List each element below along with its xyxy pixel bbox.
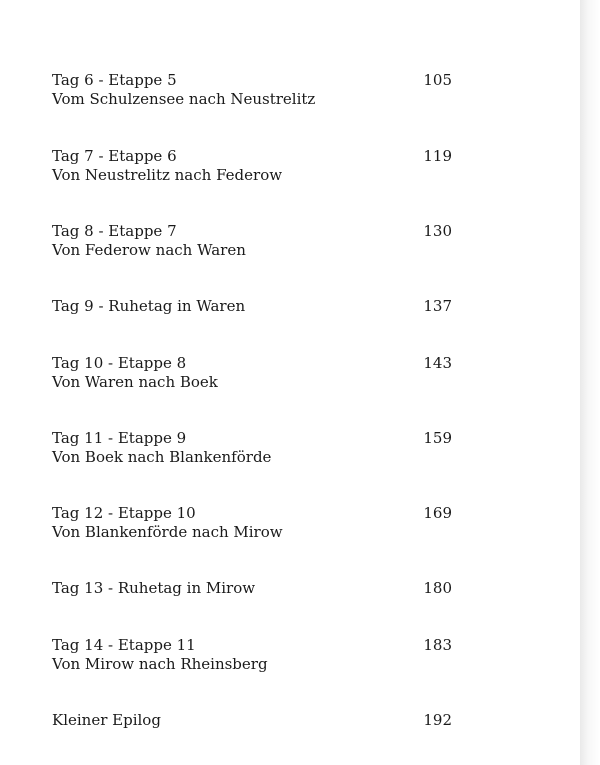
toc-entry-title: Kleiner Epilog bbox=[52, 711, 161, 729]
toc-entry-subtitle: Von Mirow nach Rheinsberg bbox=[52, 655, 268, 673]
toc-entry-subtitle: Von Boek nach Blankenförde bbox=[52, 448, 272, 466]
toc-entry-title: Tag 14 - Etappe 11 bbox=[52, 636, 196, 654]
toc-entry bbox=[52, 504, 452, 542]
page-edge-shadow bbox=[580, 0, 600, 765]
toc-entry-title: Tag 6 - Etappe 5 bbox=[52, 71, 177, 89]
toc-entry-page-number: 192 bbox=[423, 711, 452, 729]
toc-entry bbox=[52, 71, 452, 109]
toc-entry-title: Tag 13 - Ruhetag in Mirow bbox=[52, 579, 256, 597]
toc-entry-page-number: 105 bbox=[423, 71, 452, 89]
toc-entry-page-number: 130 bbox=[423, 222, 452, 240]
toc-entry bbox=[52, 636, 452, 674]
toc-entry-title: Tag 9 - Ruhetag in Waren bbox=[52, 297, 246, 315]
toc-entry-page-number: 137 bbox=[423, 297, 452, 315]
toc-entry-subtitle: Von Blankenförde nach Mirow bbox=[52, 523, 283, 541]
toc-entry bbox=[52, 354, 452, 392]
toc-entry-title: Tag 7 - Etappe 6 bbox=[52, 147, 177, 165]
toc-entry bbox=[52, 147, 452, 185]
toc-entry-title: Tag 12 - Etappe 10 bbox=[52, 504, 196, 522]
toc-entry-title: Tag 8 - Etappe 7 bbox=[52, 222, 177, 240]
toc-entry-page-number: 169 bbox=[423, 504, 452, 522]
toc-entry-page-number: 183 bbox=[423, 636, 452, 654]
toc-entry bbox=[52, 579, 452, 598]
toc-entry bbox=[52, 297, 452, 316]
toc-entry-subtitle: Von Federow nach Waren bbox=[52, 241, 246, 259]
toc-entry bbox=[52, 222, 452, 260]
toc-entry-page-number: 159 bbox=[423, 429, 452, 447]
toc-entry bbox=[52, 429, 452, 467]
toc-entry-subtitle: Von Neustrelitz nach Federow bbox=[52, 166, 283, 184]
toc-entry-subtitle: Von Waren nach Boek bbox=[52, 373, 218, 391]
toc-entry-page-number: 180 bbox=[423, 579, 452, 597]
toc-entry-subtitle: Vom Schulzensee nach Neustrelitz bbox=[52, 90, 316, 108]
toc-entry-page-number: 143 bbox=[423, 354, 452, 372]
toc-entry-title: Tag 11 - Etappe 9 bbox=[52, 429, 187, 447]
toc-entry-title: Tag 10 - Etappe 8 bbox=[52, 354, 187, 372]
toc-entry bbox=[52, 711, 452, 730]
toc-entry-page-number: 119 bbox=[423, 147, 452, 165]
